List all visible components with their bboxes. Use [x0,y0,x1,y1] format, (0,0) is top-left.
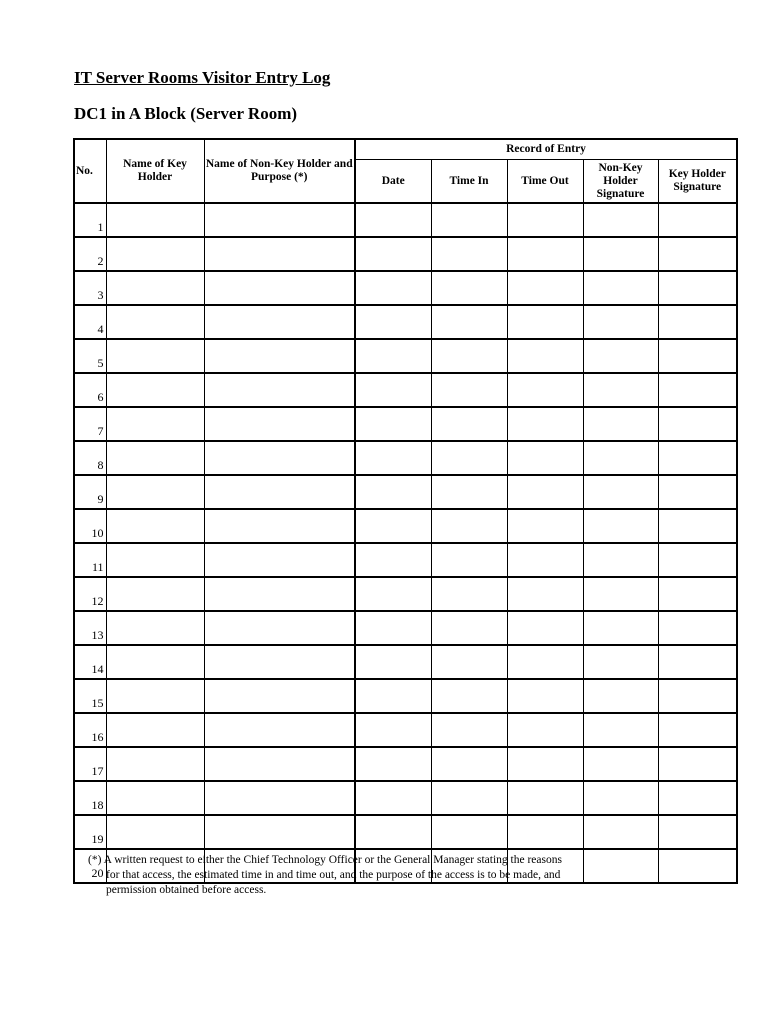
row-number: 7 [74,407,106,441]
table-row [74,747,737,781]
table-row [74,713,737,747]
time-out-cell[interactable] [507,645,583,679]
non-key-signature-cell[interactable] [583,407,658,441]
key-holder-cell[interactable] [106,203,204,237]
non-key-signature-cell[interactable] [583,645,658,679]
key-holder-cell[interactable] [106,815,204,849]
non-key-signature-cell[interactable] [583,747,658,781]
header-time-in: Time In [431,160,507,204]
non-key-signature-cell[interactable] [583,373,658,407]
key-holder-cell[interactable] [106,577,204,611]
key-holder-cell[interactable] [106,475,204,509]
time-in-cell[interactable] [431,781,507,815]
row-number: 13 [74,611,106,645]
non-key-holder-cell[interactable] [204,645,355,679]
row-number: 15 [74,679,106,713]
key-holder-signature-cell[interactable] [658,713,737,747]
time-in-cell[interactable] [431,203,507,237]
table-row [74,577,737,611]
time-in-cell[interactable] [431,373,507,407]
non-key-holder-cell[interactable] [204,543,355,577]
table-row [74,305,737,339]
table-row [74,339,737,373]
table-row [74,237,737,271]
table-row [74,781,737,815]
key-holder-cell[interactable] [106,781,204,815]
date-cell[interactable] [355,679,431,713]
time-out-cell[interactable] [507,543,583,577]
date-cell[interactable] [355,203,431,237]
key-holder-signature-cell[interactable] [658,237,737,271]
non-key-holder-cell[interactable] [204,611,355,645]
time-out-cell[interactable] [507,577,583,611]
date-cell[interactable] [355,815,431,849]
time-in-cell[interactable] [431,645,507,679]
table-row [74,611,737,645]
key-holder-cell[interactable] [106,407,204,441]
time-in-cell[interactable] [431,441,507,475]
date-cell[interactable] [355,237,431,271]
non-key-signature-cell[interactable] [583,441,658,475]
non-key-signature-cell[interactable] [583,203,658,237]
date-cell[interactable] [355,407,431,441]
row-number: 2 [74,237,106,271]
row-number: 20 [74,849,106,883]
date-cell[interactable] [355,373,431,407]
time-out-cell[interactable] [507,815,583,849]
row-number: 3 [74,271,106,305]
non-key-signature-cell[interactable] [583,815,658,849]
time-out-cell[interactable] [507,203,583,237]
table-row [74,645,737,679]
table-row [74,271,737,305]
time-in-cell[interactable] [431,713,507,747]
time-out-cell[interactable] [507,475,583,509]
row-number: 11 [74,543,106,577]
non-key-holder-cell[interactable] [204,747,355,781]
key-holder-signature-cell[interactable] [658,645,737,679]
header-time-out: Time Out [507,160,583,204]
time-in-cell[interactable] [431,815,507,849]
key-holder-cell[interactable] [106,713,204,747]
key-holder-cell[interactable] [106,305,204,339]
non-key-signature-cell[interactable] [583,577,658,611]
date-cell[interactable] [355,577,431,611]
date-cell[interactable] [355,611,431,645]
time-in-cell[interactable] [431,475,507,509]
date-cell[interactable] [355,441,431,475]
date-cell[interactable] [355,713,431,747]
time-in-cell[interactable] [431,339,507,373]
time-out-cell[interactable] [507,339,583,373]
time-out-cell[interactable] [507,747,583,781]
row-number: 5 [74,339,106,373]
date-cell[interactable] [355,305,431,339]
date-cell[interactable] [355,509,431,543]
time-out-cell[interactable] [507,237,583,271]
time-in-cell[interactable] [431,577,507,611]
table-row [74,543,737,577]
non-key-holder-cell[interactable] [204,203,355,237]
row-number: 4 [74,305,106,339]
time-in-cell[interactable] [431,611,507,645]
footnote-line-2: for that access, the estimated time in and time out, and the purpose of the access is to be made, and [106,869,561,881]
footnote-line-3: permission obtained before access. [106,884,267,896]
key-holder-signature-cell[interactable] [658,305,737,339]
key-holder-signature-cell[interactable] [658,849,737,883]
non-key-signature-cell[interactable] [583,509,658,543]
key-holder-cell[interactable] [106,679,204,713]
footnote [88,853,648,898]
key-holder-signature-cell[interactable] [658,509,737,543]
time-in-cell[interactable] [431,271,507,305]
header-no: No. [74,139,106,203]
non-key-holder-cell[interactable] [204,679,355,713]
key-holder-signature-cell[interactable] [658,543,737,577]
key-holder-signature-cell[interactable] [658,339,737,373]
header-non-key-signature: Non-Key Holder Signature [583,160,658,204]
time-out-cell[interactable] [507,781,583,815]
key-holder-cell[interactable] [106,611,204,645]
time-in-cell[interactable] [431,543,507,577]
time-out-cell[interactable] [507,407,583,441]
table-row [74,815,737,849]
row-number: 14 [74,645,106,679]
non-key-signature-cell[interactable] [583,271,658,305]
header-date: Date [355,160,431,204]
time-out-cell[interactable] [507,305,583,339]
non-key-holder-cell[interactable] [204,237,355,271]
non-key-holder-cell[interactable] [204,713,355,747]
time-out-cell[interactable] [507,679,583,713]
non-key-signature-cell[interactable] [583,679,658,713]
non-key-holder-cell[interactable] [204,577,355,611]
time-out-cell[interactable] [507,441,583,475]
key-holder-signature-cell[interactable] [658,815,737,849]
key-holder-signature-cell[interactable] [658,441,737,475]
date-cell[interactable] [355,475,431,509]
key-holder-signature-cell[interactable] [658,577,737,611]
header-key-holder-signature: Key Holder Signature [658,160,737,204]
time-out-cell[interactable] [507,509,583,543]
key-holder-signature-cell[interactable] [658,407,737,441]
non-key-holder-cell[interactable] [204,441,355,475]
non-key-holder-cell[interactable] [204,271,355,305]
non-key-signature-cell[interactable] [583,305,658,339]
visitor-log-table [73,138,738,884]
time-out-cell[interactable] [507,373,583,407]
key-holder-signature-cell[interactable] [658,475,737,509]
date-cell[interactable] [355,781,431,815]
log-body [74,203,737,883]
key-holder-cell[interactable] [106,645,204,679]
date-cell[interactable] [355,543,431,577]
table-row [74,407,737,441]
time-in-cell[interactable] [431,509,507,543]
row-number: 10 [74,509,106,543]
table-row [74,203,737,237]
row-number: 17 [74,747,106,781]
row-number: 19 [74,815,106,849]
table-row [74,373,737,407]
header-non-key-holder: Name of Non-Key Holder and Purpose (*) [204,139,355,203]
date-cell[interactable] [355,747,431,781]
time-in-cell[interactable] [431,305,507,339]
key-holder-cell[interactable] [106,509,204,543]
key-holder-signature-cell[interactable] [658,203,737,237]
non-key-signature-cell[interactable] [583,237,658,271]
row-number: 8 [74,441,106,475]
key-holder-signature-cell[interactable] [658,679,737,713]
time-in-cell[interactable] [431,747,507,781]
non-key-signature-cell[interactable] [583,475,658,509]
key-holder-cell[interactable] [106,373,204,407]
row-number: 6 [74,373,106,407]
non-key-signature-cell[interactable] [583,781,658,815]
row-number: 16 [74,713,106,747]
time-in-cell[interactable] [431,679,507,713]
key-holder-cell[interactable] [106,747,204,781]
non-key-signature-cell[interactable] [583,543,658,577]
key-holder-signature-cell[interactable] [658,373,737,407]
time-out-cell[interactable] [507,271,583,305]
non-key-holder-cell[interactable] [204,373,355,407]
non-key-holder-cell[interactable] [204,407,355,441]
non-key-holder-cell[interactable] [204,509,355,543]
key-holder-signature-cell[interactable] [658,747,737,781]
non-key-holder-cell[interactable] [204,475,355,509]
non-key-signature-cell[interactable] [583,339,658,373]
header-key-holder: Name of Key Holder [106,139,204,203]
date-cell[interactable] [355,271,431,305]
time-in-cell[interactable] [431,407,507,441]
key-holder-signature-cell[interactable] [658,781,737,815]
key-holder-cell[interactable] [106,543,204,577]
key-holder-cell[interactable] [106,271,204,305]
non-key-signature-cell[interactable] [583,611,658,645]
key-holder-cell[interactable] [106,441,204,475]
document-title: IT Server Rooms Visitor Entry Log [74,68,331,87]
row-number: 12 [74,577,106,611]
non-key-signature-cell[interactable] [583,713,658,747]
key-holder-cell[interactable] [106,339,204,373]
date-cell[interactable] [355,339,431,373]
key-holder-cell[interactable] [106,237,204,271]
header-record-of-entry: Record of Entry [355,139,737,160]
time-out-cell[interactable] [507,713,583,747]
row-number: 18 [74,781,106,815]
footnote-line-1: (*) A written request to either the Chief Technology Officer or the General Manager stating the reasons [88,854,562,866]
time-in-cell[interactable] [431,237,507,271]
date-cell[interactable] [355,645,431,679]
row-number: 9 [74,475,106,509]
key-holder-signature-cell[interactable] [658,271,737,305]
row-number: 1 [74,203,106,237]
non-key-holder-cell[interactable] [204,781,355,815]
non-key-holder-cell[interactable] [204,339,355,373]
table-row [74,475,737,509]
table-row [74,509,737,543]
time-out-cell[interactable] [507,611,583,645]
non-key-holder-cell[interactable] [204,305,355,339]
key-holder-signature-cell[interactable] [658,611,737,645]
document-subtitle: DC1 in A Block (Server Room) [74,104,298,123]
table-row [74,679,737,713]
table-row [74,441,737,475]
non-key-holder-cell[interactable] [204,815,355,849]
